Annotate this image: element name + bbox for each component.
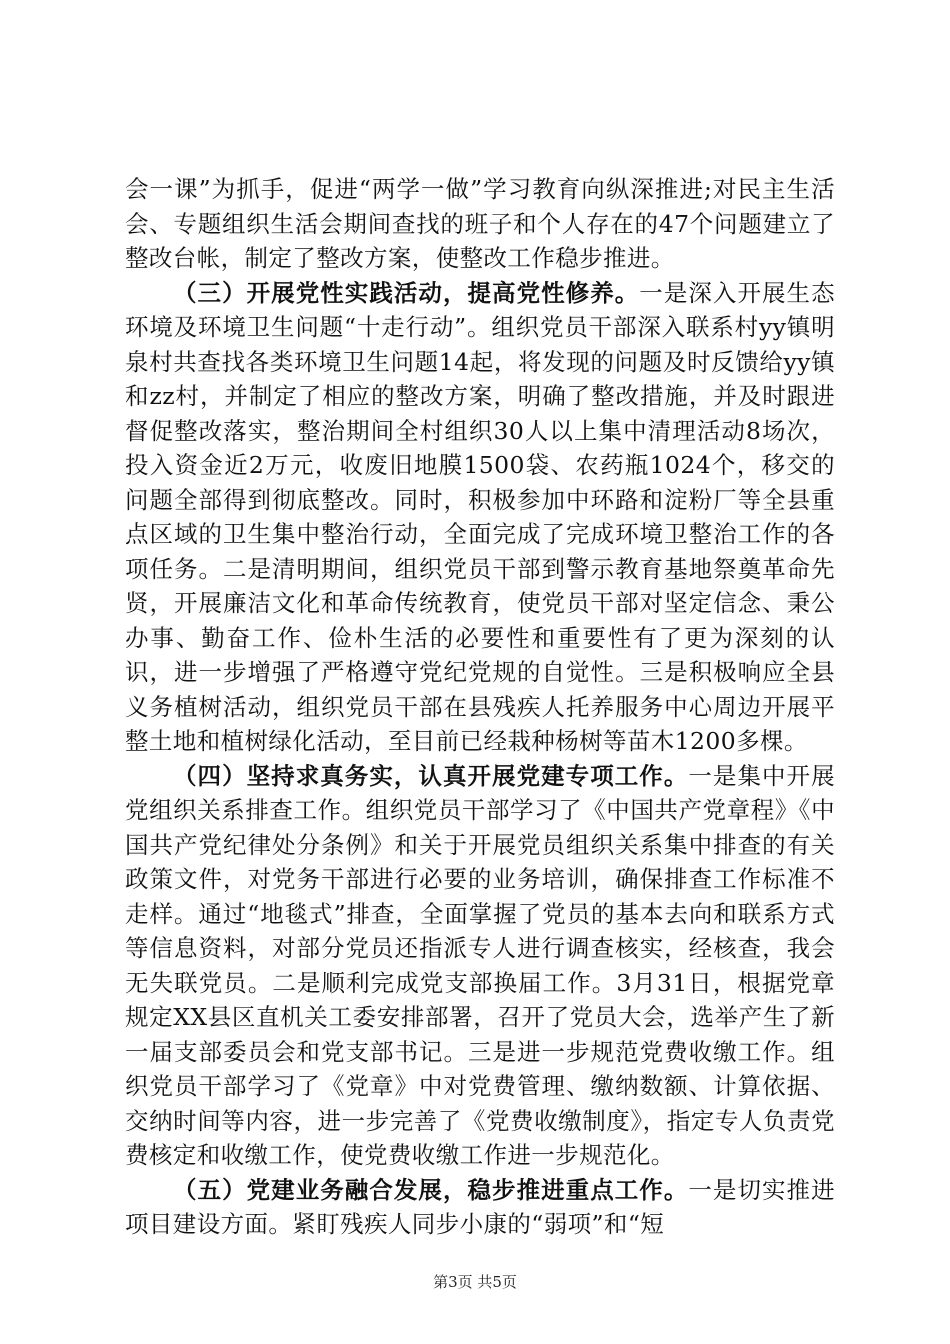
document-body [125, 172, 835, 1242]
paragraph-section-3 [125, 276, 835, 759]
paragraph-text: 会一课”为抓手，促进“两学一做”学习教育向纵深推进;对民主生活会、专题组织生活会期间查找的班子和个人存在的47个问题建立了整改台帐，制定了整改方案，使整改工作稳步推进。 [125, 175, 835, 272]
section-heading: （四）坚持求真务实，认真开展党建专项工作。 [173, 761, 689, 790]
paragraph-section-5 [125, 1173, 835, 1242]
section-heading: （五）党建业务融合发展，稳步推进重点工作。 [173, 1175, 689, 1204]
paragraph-text: 一是集中开展党组织关系排查工作。组织党员干部学习了《中国共产党章程》《中国共产党纪律处分条例》和关于开展党员组织关系集中排查的有关政策文件，对党务干部进行必要的业务培训，确保排查工作标准不走样。通过“地毯式”排查，全面掌握了党员的基本去向和联系方式等信息资料，对部分党员还指派专人进行调查核实，经核查，我会无失联党员。二是顺利完成党支部换届工作。3月31日，根据党章规定XX县区直机关工委安排部署，召开了党员大会，选举产生了新一届支部委员会和党支部书记。三是进一步规范党费收缴工作。组织党员干部学习了《党章》中对党费管理、缴纳数额、计算依据、交纳时间等内容，进一步完善了《党费收缴制度》，指定专人负责党费核定和收缴工作，使党费收缴工作进一步规范化。 [125, 761, 835, 1169]
paragraph-section-4 [125, 759, 835, 1173]
paragraph-text: 一是切实推进项目建设方面。紧盯残疾人同步小康的“弱项”和“短 [125, 1175, 835, 1238]
page-number-label: 第3页 共5页 [433, 1273, 517, 1291]
paragraph-continuation [125, 172, 835, 276]
section-heading: （三）开展党性实践活动，提高党性修养。 [173, 278, 640, 307]
page-footer [0, 1272, 950, 1292]
paragraph-text: 一是深入开展生态环境及环境卫生问题“十走行动”。组织党员干部深入联系村yy镇明泉村共查找各类环境卫生问题14起，将发现的问题及时反馈给yy镇和zz村，并制定了相应的整改方案，明确了整改措施，并及时跟进督促整改落实，整治期间全村组织30人以上集中清理活动8场次，投入资金近2万元，收废旧地膜1500袋、农药瓶1024个，移交的问题全部得到彻底整改。同时，积极参加中环路和淀粉厂等全县重点区域的卫生集中整治行动，全面完成了完成环境卫整治工作的各项任务。二是清明期间，组织党员干部到警示教育基地祭奠革命先贤，开展廉洁文化和革命传统教育，使党员干部对坚定信念、秉公办事、勤奋工作、俭朴生活的必要性和重要性有了更为深刻的认识，进一步增强了严格遵守党纪党规的自觉性。三是积极响应全县义务植树活动，组织党员干部在县残疾人托养服务中心周边开展平整土地和植树绿化活动，至目前已经栽种杨树等苗木1200多棵。 [125, 278, 835, 755]
